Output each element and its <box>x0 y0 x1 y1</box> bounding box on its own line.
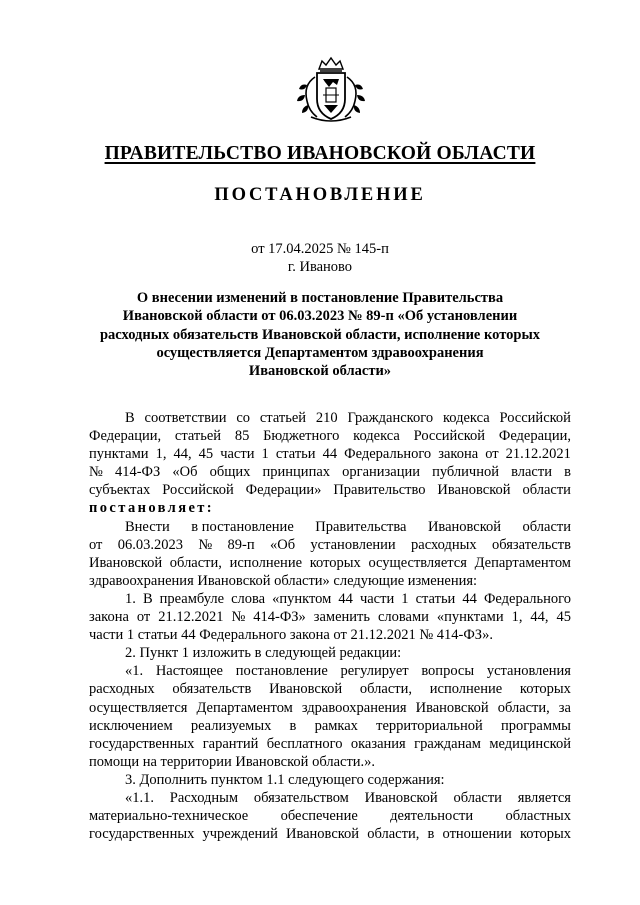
body-word: Внести <box>125 518 170 535</box>
body-word: которых <box>519 681 571 698</box>
body-line <box>89 717 571 735</box>
body-word: здравоохранения Ивановской области» следующие изменения: <box>89 572 478 589</box>
body-word: Ивановской <box>364 789 438 806</box>
body-word: расходных <box>411 536 477 553</box>
body-line <box>89 608 571 626</box>
body-word: статьи <box>275 446 316 463</box>
body-line <box>89 807 571 825</box>
body-word: от <box>89 536 103 553</box>
body-word: 1 <box>261 446 269 463</box>
body-word: осуществляется <box>89 699 188 716</box>
body-word: вопросы <box>421 663 475 680</box>
document-body <box>89 409 571 843</box>
body-word: 06.03.2023 <box>117 536 183 553</box>
body-word: Ивановской <box>427 518 502 535</box>
body-word: «1. <box>125 663 144 680</box>
body-word: Российской <box>162 482 234 499</box>
body-line <box>89 753 571 771</box>
body-line <box>89 590 571 608</box>
body-word: расходных <box>89 681 155 698</box>
body-word: территориальной <box>376 717 483 734</box>
body-word: 44 <box>462 590 477 607</box>
title-line: Ивановской области от 06.03.2023 № 89-п «Об установлении <box>122 308 518 325</box>
body-word: организации <box>342 464 420 481</box>
body-word: части <box>359 590 395 607</box>
body-word: соответствии <box>144 410 227 426</box>
body-word: гражданам <box>414 735 481 752</box>
body-line <box>89 825 571 843</box>
body-word: реализуемых <box>190 717 272 734</box>
body-word: 45 <box>198 446 214 463</box>
body-word: «пунктами <box>436 609 504 626</box>
body-word: области <box>522 482 571 499</box>
body-word: закона <box>89 609 129 626</box>
body-line <box>89 518 571 536</box>
document-title <box>70 289 570 380</box>
body-word: области, <box>359 681 413 698</box>
body-word: 44 <box>338 590 353 607</box>
body-line <box>89 463 571 481</box>
body-line <box>89 789 571 807</box>
body-word: заменить <box>313 609 370 626</box>
body-word: 3. Дополнить пунктом 1.1 следующего содержания: <box>125 771 445 788</box>
title-line: Ивановской области» <box>248 363 392 380</box>
body-word: В <box>125 410 135 426</box>
body-word: 44, <box>173 446 192 463</box>
body-word: Департаментом <box>474 554 571 571</box>
organization-name: ПРАВИТЕЛЬСТВО ИВАНОВСКОЙ ОБЛАСТИ <box>104 143 536 164</box>
body-word: которых <box>309 554 361 571</box>
body-word: Настоящее <box>155 663 223 680</box>
body-word: обязательством <box>253 789 349 806</box>
body-word: регулирует <box>340 663 409 680</box>
title-line: расходных обязательств Ивановской области, исполнение которых <box>99 326 541 343</box>
body-word: исполнение <box>429 681 503 698</box>
body-word: Расходным <box>169 789 239 806</box>
body-word: Федерации, <box>89 428 162 445</box>
body-word: Ивановской <box>437 482 511 499</box>
body-word: 1. <box>125 590 136 607</box>
body-word: в постановление <box>191 518 294 535</box>
body-word: области <box>453 789 502 806</box>
decree-keyword: постановляет: <box>89 500 215 517</box>
body-word: в <box>289 717 297 734</box>
body-word: 45 <box>556 609 571 626</box>
body-word: от <box>485 446 499 463</box>
title-line: осуществляется Департаментом здравоохранения <box>156 344 484 361</box>
body-word: 414-ФЗ» <box>253 609 306 626</box>
document-city: г. Иваново <box>287 259 353 275</box>
body-word: «1.1. <box>125 789 154 806</box>
body-word: здравоохранения <box>301 699 407 716</box>
title-line: О внесении изменений в постановление Правительства <box>136 290 504 306</box>
body-word: кодекса <box>353 428 400 445</box>
body-word: в <box>564 464 571 481</box>
body-word: статьи <box>415 590 456 607</box>
body-word: статьей <box>259 410 307 426</box>
body-word: медицинской <box>489 735 571 752</box>
body-word: программы <box>500 717 571 734</box>
body-word: постановление <box>235 663 328 680</box>
body-word: В <box>142 590 153 607</box>
body-word: которых <box>519 826 571 843</box>
body-word: Российской <box>413 428 486 445</box>
body-word: Ивановской <box>285 826 360 843</box>
body-word: 1, <box>155 446 167 463</box>
body-line <box>89 644 571 662</box>
body-word: власти <box>511 464 552 481</box>
body-word: деятельности <box>390 808 474 825</box>
body-line <box>89 427 571 445</box>
body-word: Ивановской <box>269 681 343 698</box>
body-word: субъектах <box>89 482 151 499</box>
body-word: Федерации, <box>498 428 571 445</box>
body-line <box>89 536 571 554</box>
body-word: бесплатного <box>266 735 343 752</box>
body-word: Ивановской <box>89 554 163 571</box>
body-word: закона <box>438 446 479 463</box>
body-word: статьей <box>174 428 222 445</box>
body-word: от <box>136 609 151 626</box>
body-word: Федерального <box>483 590 571 607</box>
body-word: 414-ФЗ <box>114 464 161 481</box>
body-line <box>89 680 571 698</box>
body-word: части <box>220 446 255 463</box>
body-word: Ивановской <box>415 699 489 716</box>
body-word: осуществляется <box>368 554 467 571</box>
body-word: за <box>558 699 571 716</box>
body-word: 21.12.2021 <box>158 609 224 626</box>
body-word: 2. Пункт 1 изложить в следующей редакции: <box>125 645 402 662</box>
body-line <box>89 735 571 753</box>
body-word: отношении <box>442 826 512 843</box>
body-word: части 1 статьи 44 Федерального закона от 21.12.2021 № 414-ФЗ». <box>89 627 493 644</box>
body-word: пунктами <box>89 446 149 463</box>
body-word: исполнение <box>229 554 303 571</box>
body-word: кодекса <box>442 410 490 426</box>
body-word: «пунктом <box>272 590 332 607</box>
body-word: преамбуле <box>159 590 225 607</box>
body-word: Бюджетного <box>263 428 340 445</box>
body-word: обеспечение <box>280 808 358 825</box>
body-word: словами <box>377 609 429 626</box>
body-word: является <box>517 789 571 806</box>
body-line <box>89 626 571 644</box>
body-word: № <box>89 464 103 481</box>
body-word: обязательств <box>172 681 252 698</box>
body-word: принципах <box>262 464 331 481</box>
body-word: установления <box>486 663 571 680</box>
body-word: Федерального <box>344 446 432 463</box>
body-word: публичной <box>432 464 499 481</box>
body-line <box>89 699 571 717</box>
body-line <box>89 572 571 590</box>
body-line <box>89 662 571 680</box>
body-line <box>89 481 571 499</box>
body-word: государственных <box>89 826 195 843</box>
body-word: 1, <box>511 609 523 626</box>
body-word: гарантий <box>202 735 259 752</box>
body-word: учреждений <box>202 826 278 843</box>
body-word: рамках <box>314 717 358 734</box>
body-word: «Об <box>269 536 296 553</box>
body-word: Правительство <box>333 482 426 499</box>
body-word: Правительства <box>315 518 407 535</box>
body-word: 44, <box>530 609 549 626</box>
body-line <box>89 771 571 789</box>
body-word: области, <box>367 826 420 843</box>
body-word: областных <box>505 808 571 825</box>
body-word: 210 <box>315 410 338 426</box>
body-word: установлении <box>310 536 396 553</box>
body-word: помощи на территории Ивановской области.». <box>89 753 376 770</box>
body-word: 89-п <box>227 536 255 553</box>
body-word: Федерации» <box>245 482 322 499</box>
body-word: № <box>198 536 213 553</box>
body-word: области <box>522 518 571 535</box>
body-word: области, <box>169 554 222 571</box>
body-word: оказания <box>350 735 406 752</box>
body-line <box>89 554 571 572</box>
body-word: 1 <box>401 590 409 607</box>
body-line <box>89 445 571 463</box>
body-word: «Об <box>172 464 198 481</box>
body-word: 44 <box>322 446 338 463</box>
body-word: со <box>236 410 251 426</box>
body-word: государственных <box>89 735 195 752</box>
body-word: слова <box>231 590 266 607</box>
body-word: материально-техническое <box>89 808 249 825</box>
body-word: общих <box>209 464 251 481</box>
body-word: обязательств <box>491 536 571 553</box>
body-line <box>89 499 571 517</box>
body-line <box>89 409 571 427</box>
body-word: Департаментом <box>196 699 293 716</box>
body-word: области, <box>497 699 550 716</box>
body-word: Российской <box>499 410 571 426</box>
body-word: исключением <box>89 717 173 734</box>
body-word: Гражданского <box>347 410 434 426</box>
document-type: ПОСТАНОВЛЕНИЕ <box>214 185 426 205</box>
document-date-number: от 17.04.2025 № 145-п <box>251 241 389 257</box>
body-word: в <box>427 826 435 843</box>
coat-of-arms-icon <box>293 55 369 125</box>
body-word: № <box>231 609 246 626</box>
body-word: 85 <box>234 428 250 445</box>
body-word: 21.12.2021 <box>505 446 571 463</box>
